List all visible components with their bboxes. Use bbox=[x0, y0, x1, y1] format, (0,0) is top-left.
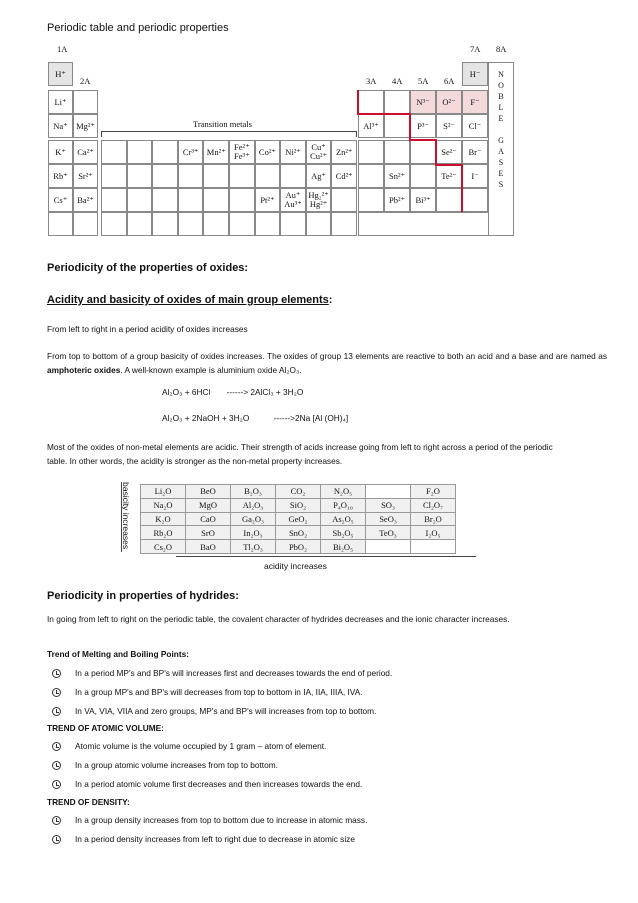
oxide-cell: Sb₂O₅ bbox=[321, 526, 366, 540]
oxide-cell: BaO bbox=[186, 540, 231, 554]
cell-empty bbox=[358, 140, 384, 164]
bullet-text: In a group atomic volume increases from top to bottom. bbox=[75, 760, 278, 770]
oxide-cell: CaO bbox=[186, 512, 231, 526]
periodic-table bbox=[0, 0, 638, 250]
bullet-item bbox=[52, 779, 362, 789]
cell-h: H⁺ bbox=[48, 62, 73, 86]
hydrides-heading: Periodicity in properties of hydrides: bbox=[47, 590, 239, 602]
density-heading: TREND OF DENSITY: bbox=[47, 797, 130, 807]
oxide-row bbox=[141, 526, 456, 540]
oxide-cell: B₂O₃ bbox=[231, 485, 276, 499]
cell-cd: Cd²⁺ bbox=[331, 164, 357, 188]
eq1-left: Al₂O₃ + 6HCl bbox=[162, 387, 211, 397]
cell-mn: Mn²⁺ bbox=[203, 140, 229, 164]
oxide-cell: CO₂ bbox=[276, 485, 321, 499]
cell-empty bbox=[48, 212, 73, 236]
noble-letter: G bbox=[498, 136, 504, 145]
cell-br: Br⁻ bbox=[462, 140, 488, 164]
oxide-cell: N₂O₅ bbox=[321, 485, 366, 499]
noble-letter: L bbox=[498, 103, 504, 112]
cell-fe: Fe²⁺ Fe³⁺ bbox=[229, 140, 255, 164]
cell-empty bbox=[255, 212, 281, 236]
group-label-5a: 5A bbox=[418, 76, 429, 86]
bullet-item bbox=[52, 815, 367, 825]
noble-letter: O bbox=[498, 81, 504, 90]
eq1-arrow: ------> bbox=[226, 387, 249, 397]
noble-letter: S bbox=[498, 158, 504, 167]
cell-empty bbox=[255, 164, 281, 188]
cell-o: O²⁻ bbox=[436, 90, 462, 114]
paragraph-hydrides: In going from left to right on the periodic table, the covalent character of hydrides decreases and the ionic character increases. bbox=[47, 614, 510, 624]
atomic-volume-heading: TREND OF ATOMIC VOLUME: bbox=[47, 723, 164, 733]
oxide-cell: SeO₃ bbox=[366, 512, 411, 526]
noble-gas-column bbox=[488, 62, 514, 236]
cell-empty bbox=[331, 188, 357, 212]
cell-n: N³⁻ bbox=[410, 90, 436, 114]
cell-pb: Pb²⁺ bbox=[384, 188, 410, 212]
cell-cu: Cu⁺ Cu²⁺ bbox=[306, 140, 332, 164]
acidity-basicity-heading-text: Acidity and basicity of oxides of main group elements bbox=[47, 294, 329, 306]
noble-letter: B bbox=[498, 92, 504, 101]
cell-empty bbox=[358, 212, 488, 236]
mp-bp-heading: Trend of Melting and Boiling Points: bbox=[47, 649, 189, 659]
cell-empty bbox=[331, 212, 357, 236]
p2-text-a: From top to bottom of a group basicity of oxides increases. The oxides of group 13 elements are reactive to both an acid and a base and are named as bbox=[47, 351, 607, 361]
eq1-right: 2AlCl₃ + 3H₂O bbox=[250, 387, 304, 397]
cell-empty bbox=[280, 212, 306, 236]
cell-empty bbox=[203, 188, 229, 212]
clock-bullet-icon bbox=[52, 761, 61, 770]
equation-2 bbox=[162, 413, 348, 423]
cell-empty bbox=[203, 164, 229, 188]
group-label-7a: 7A bbox=[470, 44, 481, 54]
cell-f: F⁻ bbox=[462, 90, 488, 114]
acidity-axis-label: acidity increases bbox=[264, 561, 327, 571]
cell-empty bbox=[358, 188, 384, 212]
cell-co: Co²⁺ bbox=[255, 140, 281, 164]
oxide-row bbox=[141, 485, 456, 499]
cell-p: P³⁻ bbox=[410, 114, 436, 138]
p2-text-c: . A well-known example is aluminium oxide Al₂O₃. bbox=[120, 365, 302, 375]
cell-empty bbox=[384, 140, 410, 164]
cell-empty bbox=[101, 164, 127, 188]
clock-bullet-icon bbox=[52, 780, 61, 789]
cell-empty bbox=[358, 164, 384, 188]
cell-s: S²⁻ bbox=[436, 114, 462, 138]
cell-empty bbox=[127, 140, 153, 164]
bullet-text: In a period atomic volume first decreases and then increases towards the end. bbox=[75, 779, 363, 789]
acidity-basicity-heading bbox=[47, 294, 332, 306]
cell-rb: Rb⁺ bbox=[48, 164, 73, 188]
cell-ba: Ba²⁺ bbox=[73, 188, 98, 212]
oxide-cell: F₂O bbox=[411, 485, 456, 499]
oxide-cell: TeO₃ bbox=[366, 526, 411, 540]
oxide-cell: Rb₂O bbox=[141, 526, 186, 540]
cell-empty bbox=[358, 90, 384, 114]
cell-empty bbox=[152, 188, 178, 212]
bullet-text: Atomic volume is the volume occupied by 1 gram – atom of element. bbox=[75, 741, 327, 751]
oxides-table bbox=[140, 484, 456, 554]
basicity-arrow bbox=[121, 482, 122, 552]
cell-te: Te²⁻ bbox=[436, 164, 462, 188]
noble-letter: N bbox=[498, 70, 504, 79]
cell-au: Au⁺ Au³⁺ bbox=[280, 188, 306, 212]
clock-bullet-icon bbox=[52, 688, 61, 697]
metal-nonmetal-divider bbox=[435, 164, 462, 166]
cell-empty bbox=[178, 164, 204, 188]
noble-letter: E bbox=[498, 169, 504, 178]
oxide-cell: MgO bbox=[186, 498, 231, 512]
noble-letter: A bbox=[498, 147, 504, 156]
noble-letter: E bbox=[498, 114, 504, 123]
paragraph-group-basicity bbox=[47, 349, 607, 377]
group-label-2a: 2A bbox=[80, 76, 91, 86]
oxide-cell: As₂O₅ bbox=[321, 512, 366, 526]
cell-empty bbox=[384, 90, 410, 114]
cell-empty bbox=[462, 188, 488, 212]
bullet-text: In VA, VIA, VIIA and zero groups, MP's and BP's will increases from top to bottom. bbox=[75, 706, 377, 716]
cell-bi: Bi³⁺ bbox=[410, 188, 436, 212]
oxide-cell: PbO₂ bbox=[276, 540, 321, 554]
cell-empty bbox=[101, 212, 127, 236]
bullet-item bbox=[52, 760, 278, 770]
cell-hg: Hg₂²⁺ Hg²⁺ bbox=[306, 188, 332, 212]
cell-pt: Pt²⁺ bbox=[255, 188, 281, 212]
page-title: Periodic table and periodic properties bbox=[47, 22, 229, 34]
cell-empty bbox=[152, 140, 178, 164]
oxide-cell: Cs₂O bbox=[141, 540, 186, 554]
oxide-cell: BeO bbox=[186, 485, 231, 499]
cell-cl: Cl⁻ bbox=[462, 114, 488, 138]
metal-nonmetal-divider bbox=[357, 90, 359, 114]
cell-empty bbox=[436, 188, 462, 212]
metal-nonmetal-divider bbox=[357, 113, 410, 115]
oxide-cell: Cl₂O₇ bbox=[411, 498, 456, 512]
oxide-cell: P₄O₁₀ bbox=[321, 498, 366, 512]
cell-ag: Ag⁺ bbox=[306, 164, 332, 188]
bullet-text: In a period MP's and BP's will increases first and decreases towards the end of period. bbox=[75, 668, 393, 678]
oxide-cell: SnO₂ bbox=[276, 526, 321, 540]
oxide-cell: SiO₂ bbox=[276, 498, 321, 512]
cell-k: K⁺ bbox=[48, 140, 73, 164]
cell-empty bbox=[101, 188, 127, 212]
group-label-4a: 4A bbox=[392, 76, 403, 86]
clock-bullet-icon bbox=[52, 816, 61, 825]
cell-empty bbox=[127, 188, 153, 212]
cell-sn: Sn²⁺ bbox=[384, 164, 410, 188]
cell-empty bbox=[384, 114, 410, 138]
cell-empty bbox=[306, 212, 332, 236]
clock-bullet-icon bbox=[52, 707, 61, 716]
cell-empty bbox=[152, 164, 178, 188]
paragraph-period-acidity: From left to right in a period acidity of oxides increases bbox=[47, 324, 248, 334]
cell-cs: Cs⁺ bbox=[48, 188, 73, 212]
noble-gases-label bbox=[498, 69, 504, 190]
oxide-cell: GeO₂ bbox=[276, 512, 321, 526]
group-label-3a: 3A bbox=[366, 76, 377, 86]
cell-empty bbox=[127, 164, 153, 188]
group-label-6a: 6A bbox=[444, 76, 455, 86]
oxide-cell: I₂O₅ bbox=[411, 526, 456, 540]
oxide-cell: K₂O bbox=[141, 512, 186, 526]
bullet-item bbox=[52, 741, 326, 751]
cell-empty bbox=[127, 212, 153, 236]
cell-empty bbox=[178, 188, 204, 212]
eq2-arrow: ------> bbox=[273, 413, 296, 423]
oxide-cell: Li₂O bbox=[141, 485, 186, 499]
cell-empty bbox=[229, 164, 255, 188]
cell-ni: Ni²⁺ bbox=[280, 140, 306, 164]
cell-cr: Cr³⁺ bbox=[178, 140, 204, 164]
bullet-item bbox=[52, 706, 376, 716]
oxide-cell: Na₂O bbox=[141, 498, 186, 512]
bullet-text: In a period density increases from left to right due to decrease in atomic size bbox=[75, 834, 355, 844]
clock-bullet-icon bbox=[52, 669, 61, 678]
acidity-arrow bbox=[176, 556, 476, 557]
cell-empty bbox=[410, 164, 436, 188]
cell-li: Li⁺ bbox=[48, 90, 73, 114]
clock-bullet-icon bbox=[52, 835, 61, 844]
cell-empty bbox=[73, 212, 98, 236]
cell-sr: Sr²⁺ bbox=[73, 164, 98, 188]
equation-1 bbox=[162, 387, 303, 397]
oxide-cell: Al₂O₃ bbox=[231, 498, 276, 512]
cell-al: Al³⁺ bbox=[358, 114, 384, 138]
cell-empty bbox=[203, 212, 229, 236]
clock-bullet-icon bbox=[52, 742, 61, 751]
oxide-cell: Br₂O bbox=[411, 512, 456, 526]
cell-i: I⁻ bbox=[462, 164, 488, 188]
paragraph-nonmetal-oxides: Most of the oxides of non-metal elements are acidic. Their strength of acids increase going from left to right across a period of the periodic table. In other words, the acidity is stronger as the non-metal property increases. bbox=[47, 442, 553, 466]
oxide-row bbox=[141, 498, 456, 512]
oxide-row bbox=[141, 540, 456, 554]
oxide-cell bbox=[366, 540, 411, 554]
metal-nonmetal-divider bbox=[461, 164, 463, 212]
bullet-item bbox=[52, 834, 355, 844]
oxide-cell bbox=[411, 540, 456, 554]
oxide-cell: Ga₂O₃ bbox=[231, 512, 276, 526]
oxide-cell: SO₃ bbox=[366, 498, 411, 512]
group-label-8a: 8A bbox=[496, 44, 507, 54]
amphoteric-oxides-term: amphoteric oxides bbox=[47, 365, 121, 375]
eq2-left: Al₂O₃ + 2NaOH + 3H₂O bbox=[162, 413, 250, 423]
cell-empty bbox=[229, 212, 255, 236]
cell-ca: Ca²⁺ bbox=[73, 140, 98, 164]
oxide-cell: SrO bbox=[186, 526, 231, 540]
cell-empty bbox=[101, 140, 127, 164]
cell-na: Na⁺ bbox=[48, 114, 73, 138]
cell-empty bbox=[178, 212, 204, 236]
bullet-text: In a group MP's and BP's will decreases from top to bottom in IA, IIA, IIIA, IVA. bbox=[75, 687, 363, 697]
cell-empty bbox=[73, 90, 98, 114]
oxide-cell: Bi₂O₅ bbox=[321, 540, 366, 554]
cell-zn: Zn²⁺ bbox=[331, 140, 357, 164]
oxide-row bbox=[141, 512, 456, 526]
cell-mg: Mg²⁺ bbox=[73, 114, 98, 138]
cell-empty bbox=[280, 164, 306, 188]
bullet-item bbox=[52, 687, 363, 697]
noble-letter bbox=[498, 124, 504, 135]
oxides-heading: Periodicity of the properties of oxides: bbox=[47, 262, 249, 274]
eq2-right: 2Na [Al (OH)₄] bbox=[295, 413, 349, 423]
transition-metals-label: Transition metals bbox=[193, 119, 252, 129]
transition-bracket bbox=[101, 131, 357, 137]
metal-nonmetal-divider bbox=[435, 139, 437, 165]
cell-se: Se²⁻ bbox=[436, 140, 462, 164]
group-label-1a: 1A bbox=[57, 44, 68, 54]
heading-colon: : bbox=[328, 294, 333, 306]
metal-nonmetal-divider bbox=[409, 113, 411, 140]
oxide-cell: Tl₂O₃ bbox=[231, 540, 276, 554]
cell-empty bbox=[410, 140, 436, 164]
bullet-item bbox=[52, 668, 392, 678]
noble-letter: S bbox=[498, 180, 504, 189]
cell-empty bbox=[229, 188, 255, 212]
cell-empty bbox=[152, 212, 178, 236]
oxide-cell bbox=[366, 485, 411, 499]
cell-h-minus: H⁻ bbox=[462, 62, 488, 86]
metal-nonmetal-divider bbox=[409, 139, 436, 141]
basicity-axis-label: basicity increases bbox=[121, 482, 131, 550]
bullet-text: In a group density increases from top to bottom due to increase in atomic mass. bbox=[75, 815, 368, 825]
oxide-cell: In₂O₃ bbox=[231, 526, 276, 540]
